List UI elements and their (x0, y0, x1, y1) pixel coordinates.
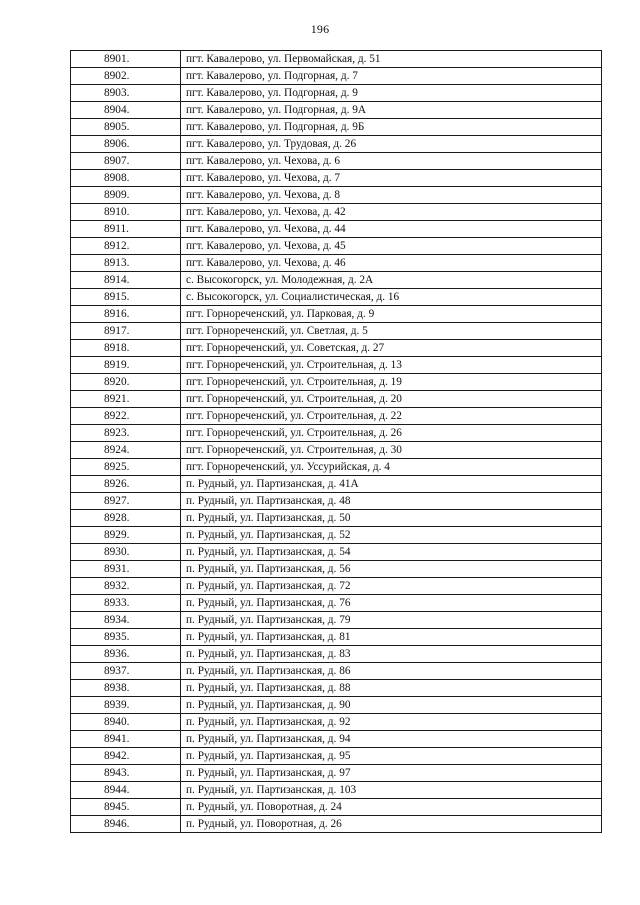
table-row (71, 391, 602, 408)
table-row (71, 442, 602, 459)
table-row (71, 578, 602, 595)
address-cell: п. Рудный, ул. Поворотная, д. 24 (181, 799, 602, 816)
row-number-cell: 8907. (71, 153, 181, 170)
row-number-cell: 8945. (71, 799, 181, 816)
address-cell: п. Рудный, ул. Партизанская, д. 41А (181, 476, 602, 493)
row-number-cell: 8944. (71, 782, 181, 799)
address-cell: п. Рудный, ул. Партизанская, д. 86 (181, 663, 602, 680)
table-row (71, 221, 602, 238)
row-number-cell: 8902. (71, 68, 181, 85)
address-cell: п. Рудный, ул. Партизанская, д. 90 (181, 697, 602, 714)
row-number-cell: 8941. (71, 731, 181, 748)
address-cell: пгт. Кавалерово, ул. Чехова, д. 46 (181, 255, 602, 272)
address-cell: пгт. Горнореченский, ул. Парковая, д. 9 (181, 306, 602, 323)
address-cell: п. Рудный, ул. Партизанская, д. 94 (181, 731, 602, 748)
address-cell: пгт. Горнореченский, ул. Уссурийская, д. 4 (181, 459, 602, 476)
address-cell: п. Рудный, ул. Партизанская, д. 83 (181, 646, 602, 663)
row-number-cell: 8919. (71, 357, 181, 374)
table-row (71, 408, 602, 425)
address-cell: пгт. Горнореченский, ул. Светлая, д. 5 (181, 323, 602, 340)
row-number-cell: 8938. (71, 680, 181, 697)
address-cell: п. Рудный, ул. Партизанская, д. 95 (181, 748, 602, 765)
row-number-cell: 8942. (71, 748, 181, 765)
address-cell: пгт. Горнореченский, ул. Строительная, д. 22 (181, 408, 602, 425)
table-row (71, 340, 602, 357)
table-row (71, 646, 602, 663)
row-number-cell: 8904. (71, 102, 181, 119)
row-number-cell: 8940. (71, 714, 181, 731)
address-cell: пгт. Кавалерово, ул. Чехова, д. 6 (181, 153, 602, 170)
address-cell: п. Рудный, ул. Партизанская, д. 52 (181, 527, 602, 544)
table-row (71, 680, 602, 697)
table-row (71, 51, 602, 68)
row-number-cell: 8926. (71, 476, 181, 493)
address-cell: пгт. Горнореченский, ул. Строительная, д. 13 (181, 357, 602, 374)
table-row (71, 357, 602, 374)
row-number-cell: 8901. (71, 51, 181, 68)
table-row (71, 748, 602, 765)
address-cell: пгт. Горнореченский, ул. Строительная, д. 26 (181, 425, 602, 442)
row-number-cell: 8931. (71, 561, 181, 578)
row-number-cell: 8918. (71, 340, 181, 357)
address-cell: пгт. Кавалерово, ул. Чехова, д. 42 (181, 204, 602, 221)
address-cell: пгт. Кавалерово, ул. Подгорная, д. 9А (181, 102, 602, 119)
row-number-cell: 8908. (71, 170, 181, 187)
address-cell: п. Рудный, ул. Партизанская, д. 97 (181, 765, 602, 782)
table-row (71, 374, 602, 391)
row-number-cell: 8932. (71, 578, 181, 595)
table-row (71, 119, 602, 136)
address-cell: пгт. Кавалерово, ул. Подгорная, д. 9Б (181, 119, 602, 136)
address-cell: п. Рудный, ул. Партизанская, д. 79 (181, 612, 602, 629)
table-row (71, 425, 602, 442)
row-number-cell: 8917. (71, 323, 181, 340)
address-cell: п. Рудный, ул. Партизанская, д. 54 (181, 544, 602, 561)
address-cell: п. Рудный, ул. Партизанская, д. 48 (181, 493, 602, 510)
table-row (71, 238, 602, 255)
address-cell: пгт. Кавалерово, ул. Подгорная, д. 9 (181, 85, 602, 102)
table-row (71, 782, 602, 799)
row-number-cell: 8909. (71, 187, 181, 204)
address-cell: пгт. Горнореченский, ул. Советская, д. 27 (181, 340, 602, 357)
row-number-cell: 8923. (71, 425, 181, 442)
row-number-cell: 8906. (71, 136, 181, 153)
address-cell: п. Рудный, ул. Партизанская, д. 72 (181, 578, 602, 595)
row-number-cell: 8916. (71, 306, 181, 323)
address-table (70, 50, 602, 833)
table-row (71, 714, 602, 731)
row-number-cell: 8912. (71, 238, 181, 255)
address-cell: п. Рудный, ул. Партизанская, д. 88 (181, 680, 602, 697)
row-number-cell: 8939. (71, 697, 181, 714)
row-number-cell: 8924. (71, 442, 181, 459)
address-cell: п. Рудный, ул. Партизанская, д. 103 (181, 782, 602, 799)
table-row (71, 799, 602, 816)
table-row (71, 561, 602, 578)
address-cell: пгт. Кавалерово, ул. Чехова, д. 44 (181, 221, 602, 238)
address-table-body (71, 51, 602, 833)
table-row (71, 255, 602, 272)
row-number-cell: 8937. (71, 663, 181, 680)
row-number-cell: 8936. (71, 646, 181, 663)
table-row (71, 612, 602, 629)
table-row (71, 170, 602, 187)
row-number-cell: 8921. (71, 391, 181, 408)
row-number-cell: 8925. (71, 459, 181, 476)
address-cell: пгт. Горнореченский, ул. Строительная, д. 20 (181, 391, 602, 408)
table-row (71, 816, 602, 833)
table-row (71, 459, 602, 476)
address-cell: пгт. Кавалерово, ул. Первомайская, д. 51 (181, 51, 602, 68)
table-row (71, 289, 602, 306)
address-cell: пгт. Горнореченский, ул. Строительная, д. 19 (181, 374, 602, 391)
table-row (71, 153, 602, 170)
row-number-cell: 8929. (71, 527, 181, 544)
table-row (71, 68, 602, 85)
row-number-cell: 8943. (71, 765, 181, 782)
row-number-cell: 8911. (71, 221, 181, 238)
address-cell: п. Рудный, ул. Партизанская, д. 92 (181, 714, 602, 731)
row-number-cell: 8913. (71, 255, 181, 272)
row-number-cell: 8935. (71, 629, 181, 646)
table-row (71, 629, 602, 646)
row-number-cell: 8928. (71, 510, 181, 527)
page-number: 196 (310, 22, 330, 36)
address-cell: п. Рудный, ул. Партизанская, д. 81 (181, 629, 602, 646)
row-number-cell: 8922. (71, 408, 181, 425)
address-cell: с. Высокогорск, ул. Социалистическая, д. 16 (181, 289, 602, 306)
table-row (71, 527, 602, 544)
row-number-cell: 8903. (71, 85, 181, 102)
row-number-cell: 8946. (71, 816, 181, 833)
row-number-cell: 8915. (71, 289, 181, 306)
address-cell: п. Рудный, ул. Партизанская, д. 76 (181, 595, 602, 612)
row-number-cell: 8920. (71, 374, 181, 391)
table-row (71, 765, 602, 782)
address-cell: пгт. Кавалерово, ул. Подгорная, д. 7 (181, 68, 602, 85)
address-cell: пгт. Горнореченский, ул. Строительная, д. 30 (181, 442, 602, 459)
table-row (71, 136, 602, 153)
address-cell: пгт. Кавалерово, ул. Чехова, д. 8 (181, 187, 602, 204)
table-row (71, 493, 602, 510)
table-row (71, 697, 602, 714)
table-row (71, 595, 602, 612)
address-cell: пгт. Кавалерово, ул. Трудовая, д. 26 (181, 136, 602, 153)
table-row (71, 306, 602, 323)
table-row (71, 85, 602, 102)
address-cell: пгт. Кавалерово, ул. Чехова, д. 45 (181, 238, 602, 255)
row-number-cell: 8914. (71, 272, 181, 289)
table-row (71, 544, 602, 561)
table-row (71, 323, 602, 340)
row-number-cell: 8910. (71, 204, 181, 221)
address-cell: п. Рудный, ул. Партизанская, д. 56 (181, 561, 602, 578)
table-row (71, 731, 602, 748)
address-cell: с. Высокогорск, ул. Молодежная, д. 2А (181, 272, 602, 289)
row-number-cell: 8905. (71, 119, 181, 136)
table-row (71, 204, 602, 221)
row-number-cell: 8933. (71, 595, 181, 612)
address-cell: пгт. Кавалерово, ул. Чехова, д. 7 (181, 170, 602, 187)
row-number-cell: 8934. (71, 612, 181, 629)
table-row (71, 510, 602, 527)
table-row (71, 102, 602, 119)
address-cell: п. Рудный, ул. Партизанская, д. 50 (181, 510, 602, 527)
table-row (71, 663, 602, 680)
table-row (71, 272, 602, 289)
table-row (71, 187, 602, 204)
address-cell: п. Рудный, ул. Поворотная, д. 26 (181, 816, 602, 833)
row-number-cell: 8927. (71, 493, 181, 510)
row-number-cell: 8930. (71, 544, 181, 561)
table-row (71, 476, 602, 493)
